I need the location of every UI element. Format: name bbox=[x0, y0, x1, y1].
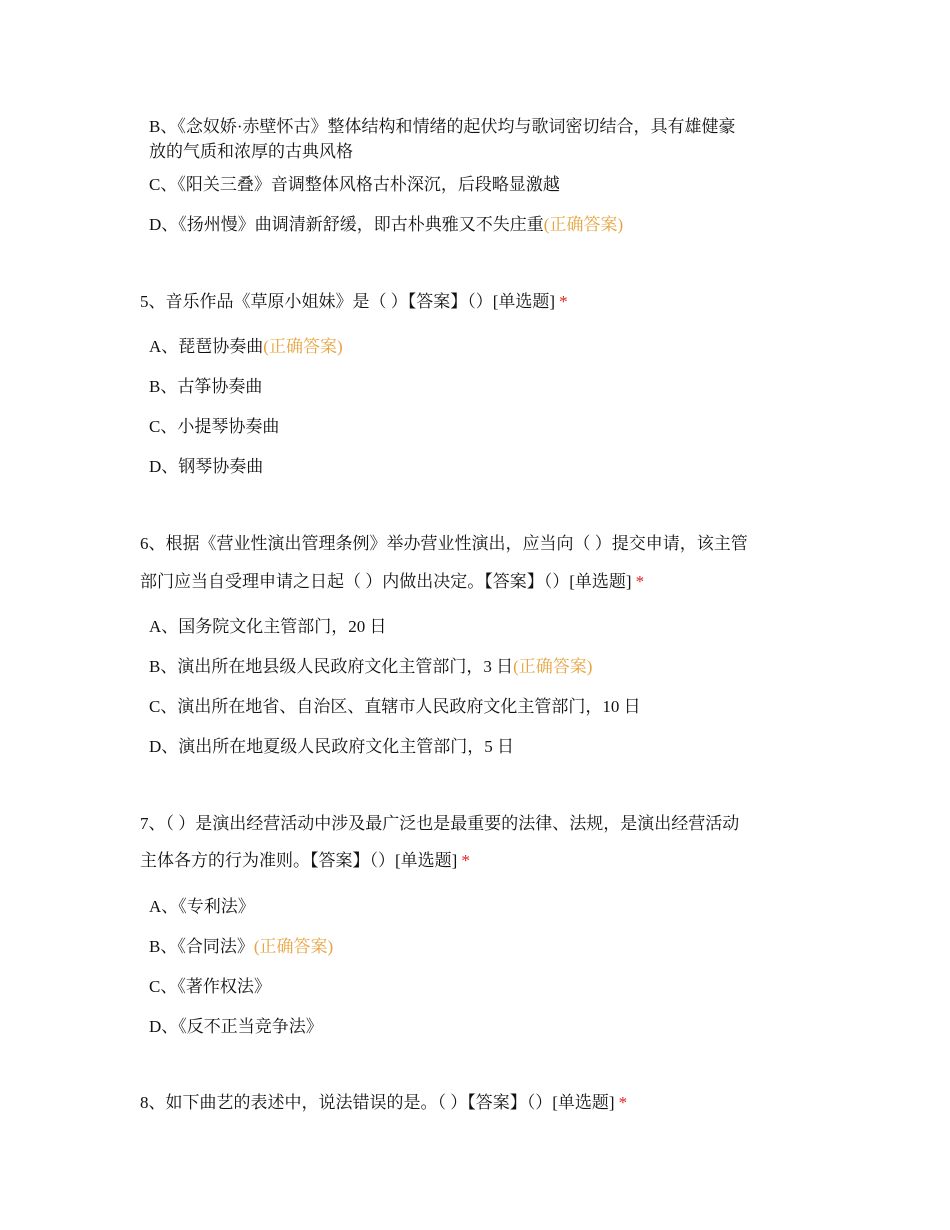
correct-answer-mark: (正确答案) bbox=[263, 337, 343, 356]
question-6-line1 bbox=[140, 532, 748, 556]
option-label: D、《反不正当竞争法》 bbox=[149, 1017, 323, 1036]
q7-option-a bbox=[149, 895, 255, 919]
prev-option-d bbox=[149, 213, 623, 237]
q7-option-d bbox=[149, 1015, 323, 1039]
option-label: D、演出所在地夏级人民政府文化主管部门，5 日 bbox=[149, 737, 515, 756]
option-label: B、古筝协奏曲 bbox=[149, 377, 263, 396]
q5-option-c bbox=[149, 415, 279, 439]
option-label: A、《专利法》 bbox=[149, 897, 255, 916]
required-mark: * bbox=[559, 292, 568, 311]
option-label: B、演出所在地县级人民政府文化主管部门，3 日 bbox=[149, 657, 514, 676]
option-label: A、琵琶协奏曲 bbox=[149, 337, 264, 356]
question-text: 部门应当自受理申请之日起（ ）内做出决定。【答案】（）[单选题] bbox=[140, 572, 632, 591]
prev-option-b-cont bbox=[149, 140, 353, 164]
question-text: 5、音乐作品《草原小姐妹》是（ ）【答案】（）[单选题] bbox=[140, 292, 556, 311]
question-text: 6、根据《营业性演出管理条例》举办营业性演出，应当向（ ）提交申请，该主管 bbox=[140, 534, 748, 553]
q6-option-d bbox=[149, 735, 514, 759]
option-label: C、演出所在地省、自治区、直辖市人民政府文化主管部门，10 日 bbox=[149, 697, 641, 716]
q5-option-d bbox=[149, 455, 263, 479]
prev-option-c bbox=[149, 173, 560, 197]
option-label: B、《念奴娇·赤壁怀古》整体结构和情绪的起伏均与歌词密切结合，具有雄健豪 bbox=[149, 117, 736, 136]
q5-option-a bbox=[149, 335, 343, 359]
option-label-continued: 放的气质和浓厚的古典风格 bbox=[149, 142, 353, 161]
q7-option-c bbox=[149, 975, 271, 999]
option-label: B、《合同法》 bbox=[149, 937, 254, 956]
q6-option-a bbox=[149, 615, 387, 639]
correct-answer-mark: (正确答案) bbox=[253, 937, 334, 956]
correct-answer-mark: (正确答案) bbox=[543, 215, 624, 234]
correct-answer-mark: (正确答案) bbox=[513, 657, 593, 676]
question-7-line2 bbox=[140, 849, 470, 873]
required-mark: * bbox=[635, 572, 645, 591]
prev-option-b bbox=[149, 115, 736, 139]
question-text: 主体各方的行为准则。【答案】（）[单选题] bbox=[140, 851, 458, 870]
q5-option-b bbox=[149, 375, 262, 399]
option-label: C、《著作权法》 bbox=[149, 977, 271, 996]
question-8 bbox=[140, 1091, 627, 1115]
question-6-line2 bbox=[140, 570, 644, 594]
option-label: D、《扬州慢》曲调清新舒缓，即古朴典雅又不失庄重 bbox=[149, 215, 544, 234]
q6-option-c bbox=[149, 695, 641, 719]
option-label: D、钢琴协奏曲 bbox=[149, 457, 264, 476]
question-7-line1 bbox=[140, 812, 739, 836]
option-label: C、《阳关三叠》音调整体风格古朴深沉，后段略显激越 bbox=[149, 175, 560, 194]
q6-option-b bbox=[149, 655, 592, 679]
question-text: 7、（ ）是演出经营活动中涉及最广泛也是最重要的法律、法规，是演出经营活动 bbox=[140, 814, 740, 833]
option-label: C、小提琴协奏曲 bbox=[149, 417, 280, 436]
required-mark: * bbox=[461, 851, 470, 870]
question-text: 8、如下曲艺的表述中，说法错误的是。（ ）【答案】（）[单选题] bbox=[140, 1093, 615, 1112]
option-label: A、国务院文化主管部门，20 日 bbox=[149, 617, 387, 636]
required-mark: * bbox=[618, 1093, 628, 1112]
q7-option-b bbox=[149, 935, 333, 959]
question-5 bbox=[140, 290, 568, 314]
